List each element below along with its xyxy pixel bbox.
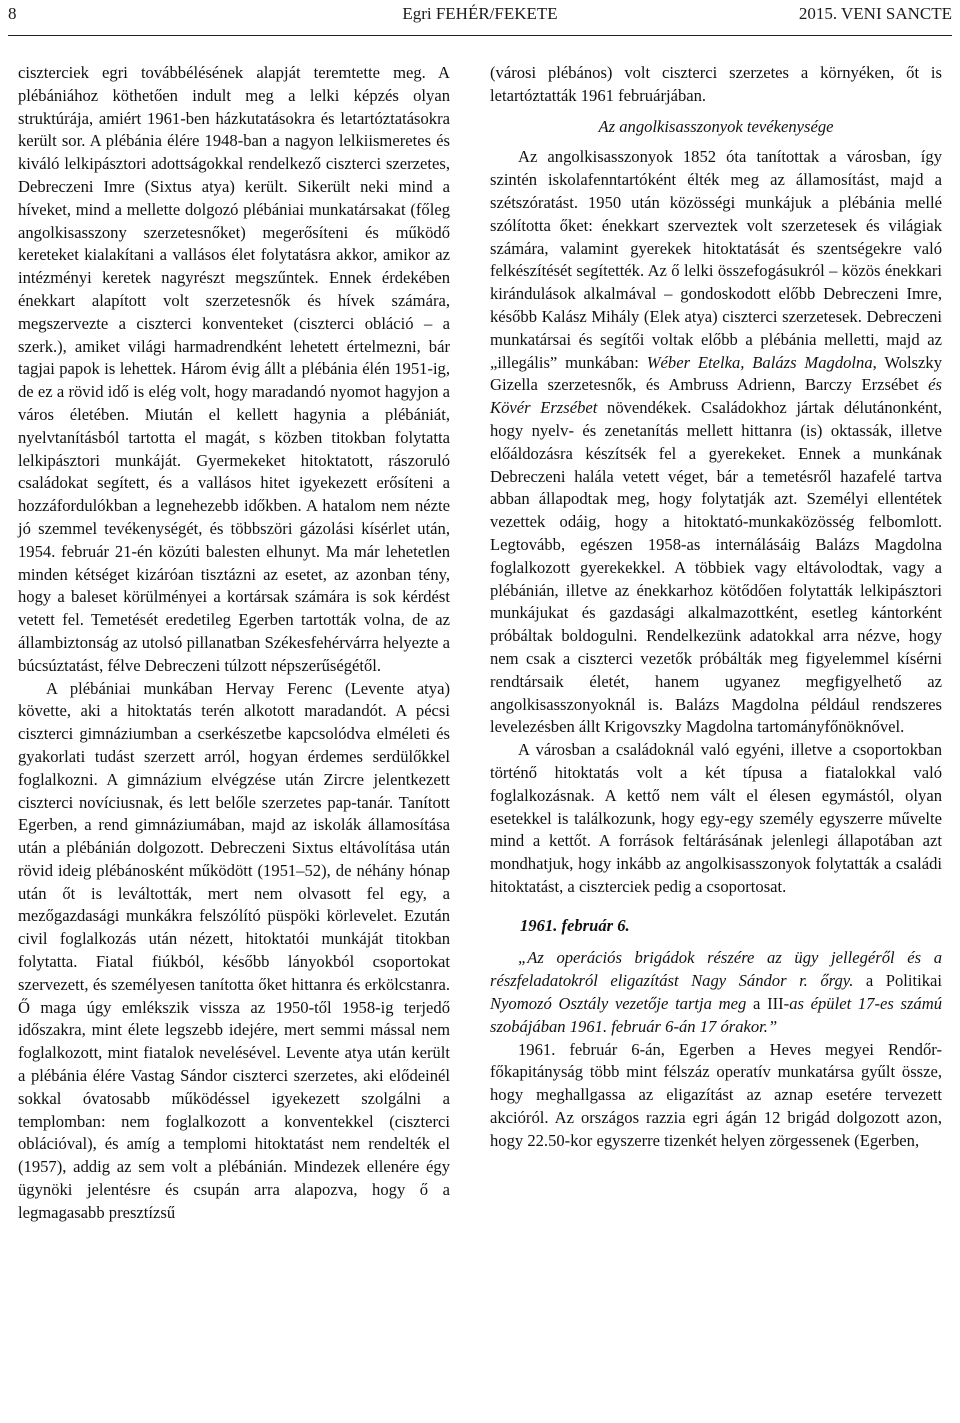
left-paragraph-1: ciszterciek egri továbbélésének alapját teremtette meg. A plébániához köthetően indult meg a lelki képzés olyan struktúrája, amiért 1961-ben házkutatásokra és letartóztatásokra került sor. A plébánia élére 1948-ban a nagyon lelkiismeretes és kiváló lelkipásztori adottságokkal rendelkező ciszterci szerzetes, Debreczeni Imre (Sixtus atya) került. Sikerült neki mind a híveket, mind a mellette dolgozó plébániai munkatársakat (főleg angolkisasszony szerzetesnőket) megerősíteni és működő kereteket kialakítani a vallásos élet folytatásra akkor, amikor az intézményi keretek nagyrészt megszűntek. Ennek érdekében énekkart alapított volt szerzetesnők és hívek számára, megszervezte a ciszterci konventeket (ciszterci obláció – a szerk.), amiket világi harmadrendként lehetett értelmezni, bár tagjai papok is lehettek. Három évig állt a plébánia élén 1951-ig, de ez a rövid idő is elég volt, hogy maradandó nyomot hagyjon a város életében. Miután el kellett hagynia a plébániát, nyelvtanításból tartotta el magát, s közben titokban folytatta lelkipásztori munkáját. Gyermekeket hitoktatott, rászoruló családokat segített, és a vallásos hitet igyekezett erősíteni a hozzáfordulókban a legnehezebb időkben. A hatalom nem nézte jó szemmel tevékenységét, és többszöri gázolási kísérlet után, 1954. február 21-én közúti balesten elhunyt. Ma már lehetetlen minden kétséget kizáróan tisztázni az esetet, az azonban tény, hogy a baleset körülményei a kortársak számára is sok kérdést vetett fel. Temetését eredetileg Egerben tartották volna, de az állambiztonság az utolsó pillanatban Székesfehérvárra helyezte a búcsúztatást, félve Debreczeni túlzott népszerűségétől. [18, 63, 450, 675]
page-header [8, 4, 952, 26]
names-italic-1: Wéber Etelka, Balázs Magdolna [646, 352, 873, 372]
document-quote [490, 947, 942, 1038]
text-run: Az angolkisasszonyok 1852 óta tanítottak a városban, így szintén iskolafenntartóként élték meg az államosítást, majd a szétszóratást. 1950 után közösségi munkájuk a plébánia mellé szólította őket: énekkart szerveztek volt szerzetesek és világiak számára, valamint gyerekek hitoktatását és szentségekre való felkészítését segítették. Az ő lelki összefogásukról – közös énekkari kirándulások alkalmával – gondoskodott előbb Debreczeni Imre, később Kalász Mihály (Elek atya) ciszterci szerzetesek. Debreczeni munkatársai és segítői voltak előbb a plébánia melletti, majd az „illegális” munkában: [490, 147, 942, 372]
quote-italic-1: „Az operációs brigádok részére az ügy jellegéről és a részfeladatokról eligazítást Nagy Sándor r. őrgy. [490, 948, 942, 991]
issue-label: 2015. VENI SANCTE [798, 4, 952, 23]
page-number: 8 [8, 4, 17, 23]
right-column [490, 62, 942, 1153]
left-column [18, 62, 450, 1225]
section-subheading: Az angolkisasszonyok tevékenysége [598, 116, 834, 136]
right-paragraph-2 [490, 146, 942, 739]
text-run: , Wolszky Gizella szerzetesnők, és Ambruss Adrienn, Barczy Erzsébet [490, 352, 943, 395]
right-paragraph-1: (városi plébános) volt ciszterci szerzetes a környéken, őt is letartóztatták 1961 februárjában. [490, 63, 942, 105]
quote-italic-3: as épület 17-es számú szobájában 1961. február 6-án 17 órakor.” [490, 994, 943, 1036]
header-divider [8, 35, 952, 36]
right-paragraph-3: A városban a családoknál való egyéni, illetve a csoportokban történő hitoktatás volt a két típusa a fiatalokkal való foglalkozásnak. A kettő nem vált el élesen egymástól, olyan esetekkel is találkozunk, hogy egy-egy személy egyszerre művelte mind a kettőt. A források feltárásának jelenlegi állapotában azt mondhatjuk, hogy inkább az angolkisasszonyok folytatták a családi hitoktatást, a ciszterciek pedig a csoportosat. [490, 740, 942, 896]
publication-title: Egri FEHÉR/FEKETE [402, 4, 558, 23]
quote-plain-2: a III- [746, 994, 790, 1014]
date-heading: 1961. február 6. [520, 915, 630, 935]
text-run: növendékek. Családokhoz jártak délutánonként, hogy nyelv- és zenetanítás mellett hittanra (is) oktassák, illetve előáldozásra készítsék fel a gyerekeket. Ennek a munkának Debreczeni halála vetett véget, bár a temetésről hazafelé tartva abban állapodtak meg, hogy folytatják azt. Személyi ellentétek vezettek odáig, hogy a hitoktató-munkaközösség felbomlott. Legtovább, egészen 1958-as internálásáig Balázs Magdolna foglalkozott gyerekekkel. A többiek vagy eltávolodtak, vagy a plébánián, illetve az énekkarhoz kötődően folytatták lelkipásztori munkájukat és gazdasági alkalmazottként, esetleg kántorként próbáltak boldogulni. Rendelkezünk adatokkal arra nézve, hogy nem csak a ciszterci vezetők próbálták meg figyelemmel kísérni rendtársaik életét, hanem ugyanez megfigyelhető az angolkisasszonyoknál is. Balázs Magdolna például rendszeres levelezésben állt Krigovszky Magdolna tartományfőnöknővel. [490, 398, 942, 737]
right-paragraph-4: 1961. február 6-án, Egerben a Heves megyei Rendőr-főkapitányság több mint félszáz operatív munkatársa gyűlt össze, hogy meghallgassa az eligazítást az aznap esetére tervezett akcióról. Az országos razzia egri ágán 12 brigád dolgozott azon, hogy 22.50-kor egyszerre tizenkét helyen zörgessenek (Egerben, [490, 1039, 942, 1150]
quote-italic-2: Nyomozó Osztály vezetője tartja meg [490, 994, 747, 1014]
names-italic-2: és Kövér Erzsébet [490, 375, 942, 418]
left-paragraph-2: A plébániai munkában Hervay Ferenc (Levente atya) követte, aki a hitoktatás terén alkotott maradandót. A pécsi ciszterci gimnáziumban a cserkészetbe kapcsolódva elméleti és gyakorlati tudást szerzett arról, hogyan érdemes serdülőkkel foglalkozni. A gimnázium elvégzése után Zircre jelentkezett ciszterci novíciusnak, és lett belőle szerzetes pap-tanár. Tanított Egerben, a rend gimnáziumában, majd az iskolák államosítása után a plébánián dolgozott. Debreczeni Sixtus eltávolítása után rövid ideig plébánosként működött (1951–52), de néhány hónap után őt is leváltották, mert nem olvasott fel egy, a mezőgazdasági munkákra felszólító püspöki körlevelet. Ezután civil foglalkozás után nézett, hitoktatói munkáját titokban folytatta. Fiatal fiúkból, később lányokból csoportokat szervezett, és személyesen tanította őket hittanra és erkölcstanra. Ő maga úgy emlékszik vissza az 1950-től 1958-ig terjedő időszakra, mint élete legszebb idejére, mert semmi mással nem foglalkozott, mint fiatalok nevelésével. Levente atya után került a plébánia élére Vastag Sándor ciszterci szerzetes, aki elődeinél sokkal óvatosabb működéssel igyekezett szolgálni a templomban: nem foglalkozott a konventekkel (ciszterci oblációval), és amíg a templomi hitoktatást nem rendelték el (1957), addig az sem volt a plébánián. Mindezek ellenére égy ügynöki jelentésre és csupán arra alapozva, hogy ő a legmagasabb presztízsű [18, 678, 450, 1222]
quote-plain-1: a Politikai [853, 971, 942, 991]
